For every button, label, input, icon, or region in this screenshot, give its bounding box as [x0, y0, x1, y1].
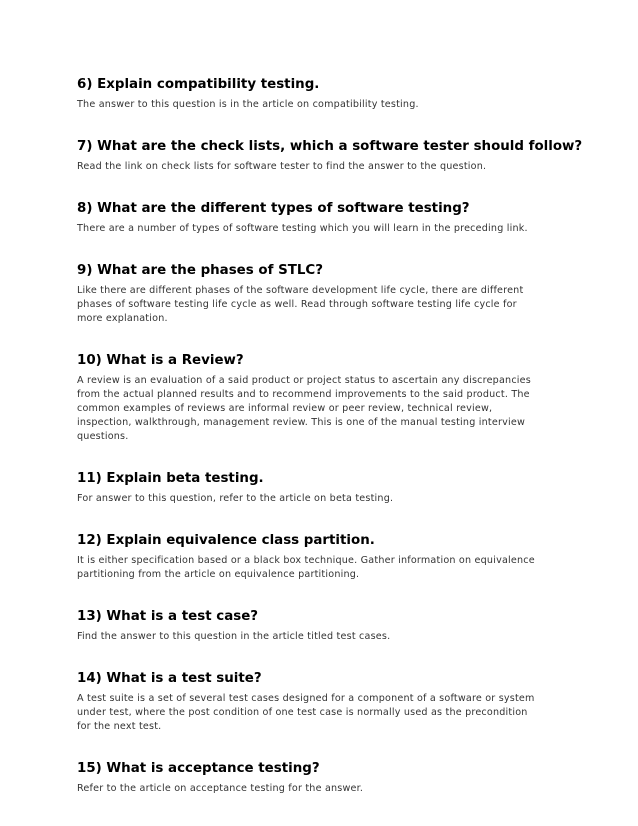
- qa-item-7: [77, 138, 583, 174]
- answer-line: from the actual planned results and to recommend improvements to the said product. The: [77, 389, 530, 400]
- qa-item-10: [77, 352, 567, 444]
- qa-item-12: [77, 532, 567, 582]
- answer-text: [77, 492, 567, 506]
- answer-text: [77, 782, 567, 796]
- qa-item-14: [77, 670, 567, 734]
- answer-text: [77, 284, 567, 326]
- question-heading: 14) What is a test suite?: [77, 671, 262, 686]
- question-heading: 11) Explain beta testing.: [77, 471, 264, 486]
- question-heading: 9) What are the phases of STLC?: [77, 263, 323, 278]
- answer-text: [77, 692, 567, 734]
- answer-line: Like there are different phases of the software development life cycle, there are different: [77, 285, 524, 296]
- answer-line: phases of software testing life cycle as well. Read through software testing life cycle for: [77, 299, 517, 310]
- question-heading: 15) What is acceptance testing?: [77, 761, 320, 776]
- qa-item-13: [77, 608, 567, 644]
- answer-text: [77, 554, 567, 582]
- answer-text: [77, 98, 567, 112]
- answer-line: common examples of reviews are informal review or peer review, technical review,: [77, 403, 493, 414]
- answer-text: [77, 222, 567, 236]
- qa-item-6: [77, 76, 567, 112]
- question-heading: 10) What is a Review?: [77, 353, 244, 368]
- answer-line: inspection, walkthrough, management review. This is one of the manual testing interview: [77, 417, 525, 428]
- question-heading: 13) What is a test case?: [77, 609, 259, 624]
- question-heading: 6) Explain compatibility testing.: [77, 77, 320, 92]
- answer-line: The answer to this question is in the article on compatibility testing.: [77, 99, 419, 110]
- answer-line: partitioning from the article on equivalence partitioning.: [77, 569, 360, 580]
- answer-line: A review is an evaluation of a said product or project status to ascertain any discrepancies: [77, 375, 531, 386]
- answer-line: It is either specification based or a black box technique. Gather information on equivalence: [77, 555, 535, 566]
- question-heading: 8) What are the different types of software testing?: [77, 201, 470, 216]
- answer-line: questions.: [77, 431, 129, 442]
- answer-line: A test suite is a set of several test cases designed for a component of a software or system: [77, 693, 535, 704]
- qa-item-8: [77, 200, 567, 236]
- answer-line: Read the link on check lists for software tester to find the answer to the question.: [77, 161, 487, 172]
- qa-item-9: [77, 262, 567, 326]
- answer-text: [77, 630, 567, 644]
- answer-line: There are a number of types of software testing which you will learn in the preceding link.: [77, 223, 528, 234]
- answer-line: under test, where the post condition of one test case is normally used as the precondition: [77, 707, 528, 718]
- answer-line: Find the answer to this question in the article titled test cases.: [77, 631, 391, 642]
- question-heading: 7) What are the check lists, which a software tester should follow?: [77, 139, 583, 154]
- answer-line: more explanation.: [77, 313, 168, 324]
- answer-text: [77, 160, 567, 174]
- answer-line: Refer to the article on acceptance testing for the answer.: [77, 783, 364, 794]
- answer-line: for the next test.: [77, 721, 162, 732]
- answer-line: For answer to this question, refer to the article on beta testing.: [77, 493, 394, 504]
- qa-item-11: [77, 470, 567, 506]
- qa-item-15: [77, 760, 567, 796]
- document-page: [77, 76, 583, 796]
- question-heading: 12) Explain equivalence class partition.: [77, 533, 375, 548]
- answer-text: [77, 374, 567, 444]
